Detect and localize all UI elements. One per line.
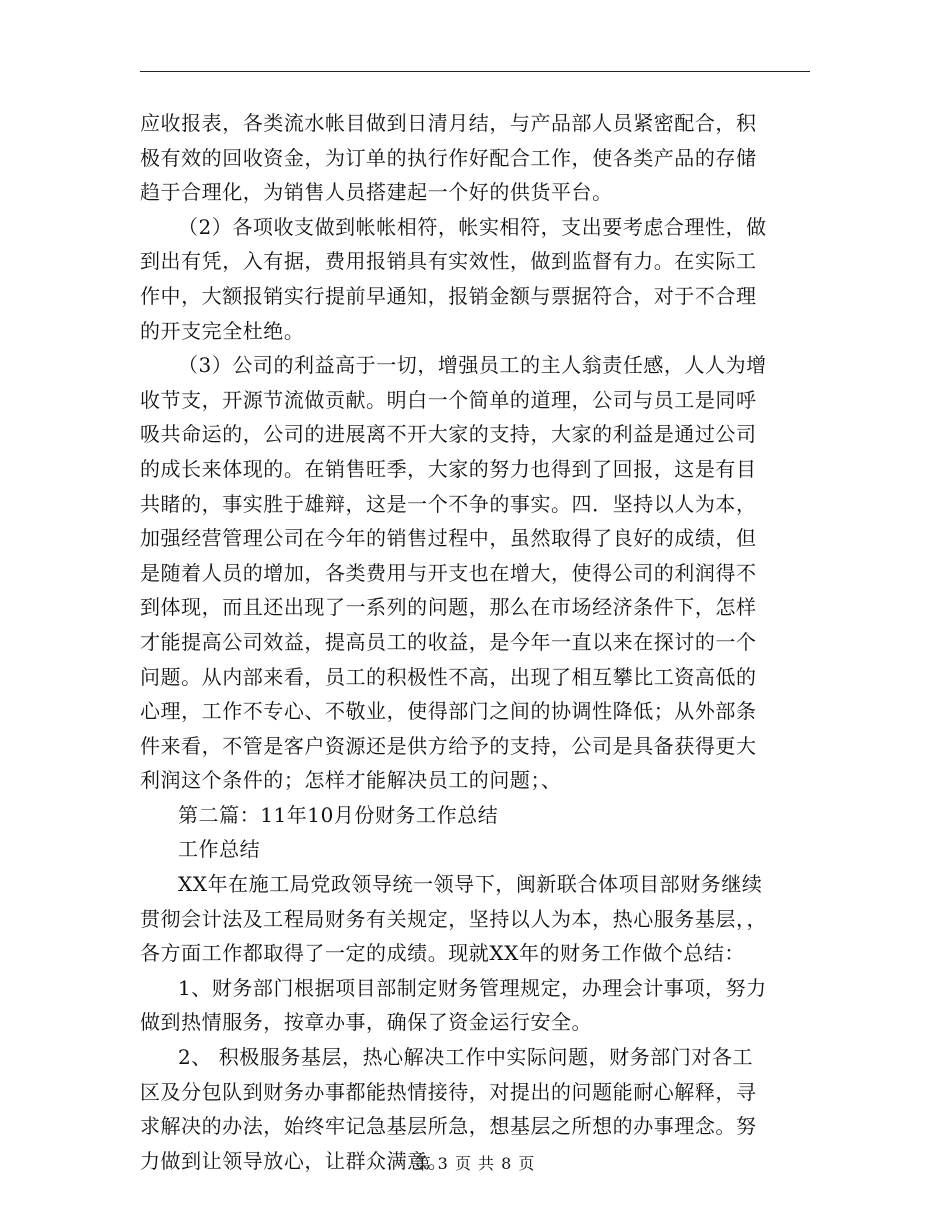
text-line: 件来看，不管是客户资源还是供方给予的支持，公司是具备获得更大 [140,733,757,758]
text-line: 趋于合理化，为销售人员搭建起一个好的供货平台。 [140,180,613,205]
text-line: 加强经营管理公司在今年的销售过程中，虽然取得了良好的成绩，但 [140,526,757,551]
text-line: （3）公司的利益高于一切，增强员工的主人翁责任感，人人为增 [178,353,767,378]
text-line: 作中，大额报销实行提前早通知，报销金额与票据符合，对于不合理 [140,283,757,308]
text-line: 求解决的办法，始终牢记急基层所急，想基层之所想的办事理念。努 [140,1114,757,1139]
text-line: 做到热情服务，按章办事，确保了资金运行安全。 [140,1010,593,1035]
body-text [140,106,810,1178]
text-line: 极有效的回收资金，为订单的执行作好配合工作，使各类产品的存储 [140,145,757,170]
text-line: 心理，工作不专心、不敬业，使得部门之间的协调性降低；从外部条 [140,699,757,724]
text-line: 区及分包队到财务办事都能热情接待，对提出的问题能耐心解释，寻 [140,1079,757,1104]
text-line: 问题。从内部来看，员工的积极性不高，出现了相互攀比工资高低的 [140,664,757,689]
text-line: XX年在施工局党政领导统一领导下，闽新联合体项目部财务继续 [178,872,763,897]
text-line: 到体现，而且还出现了一系列的问题，那么在市场经济条件下，怎样 [140,595,757,620]
text-line: 的成长来体现的。在销售旺季，大家的努力也得到了回报，这是有目 [140,456,757,481]
text-line: （2）各项收支做到帐帐相符，帐实相符，支出要考虑合理性，做 [178,214,767,239]
text-line: 共睹的，事实胜于雄辩，这是一个不争的事实。四．坚持以人为本， [140,491,757,516]
header-rule [140,71,810,72]
text-line: 收节支，开源节流做贡献。明白一个简单的道理，公司与员工是同呼 [140,387,757,412]
text-line: 吸共命运的，公司的进展离不开大家的支持，大家的利益是通过公司 [140,422,757,447]
text-line: 第二篇：11年10月份财务工作总结 [178,802,499,827]
text-line: 才能提高公司效益，提高员工的收益，是今年一直以来在探讨的一个 [140,629,757,654]
text-line: 的开支完全杜绝。 [140,318,305,343]
text-line: 2、 积极服务基层，热心解决工作中实际问题，财务部门对各工 [178,1045,754,1070]
text-line: 利润这个条件的；怎样才能解决员工的问题；、 [140,768,562,793]
text-line: 应收报表，各类流水帐目做到日清月结，与产品部人员紧密配合，积 [140,111,757,135]
text-line: 贯彻会计法及工程局财务有关规定，坚持以人为本，热心服务基层，， [140,906,768,931]
text-line: 1、财务部门根据项目部制定财务管理规定，办理会计事项，努力 [178,975,767,1000]
text-line: 到出有凭，入有据，费用报销具有实效性，做到监督有力。在实际工 [140,249,757,274]
text-line: 力做到让领导放心，让群众满意。 [140,1148,449,1173]
text-line: 各方面工作都取得了一定的成绩。现就XX年的财务工作做个总结： [140,941,745,966]
text-line: 工作总结 [178,837,261,862]
text-line: 是随着人员的增加，各类费用与开支也在增大，使得公司的利润得不 [140,560,757,585]
page-footer: 第 3 页 共 8 页 [414,1154,536,1173]
